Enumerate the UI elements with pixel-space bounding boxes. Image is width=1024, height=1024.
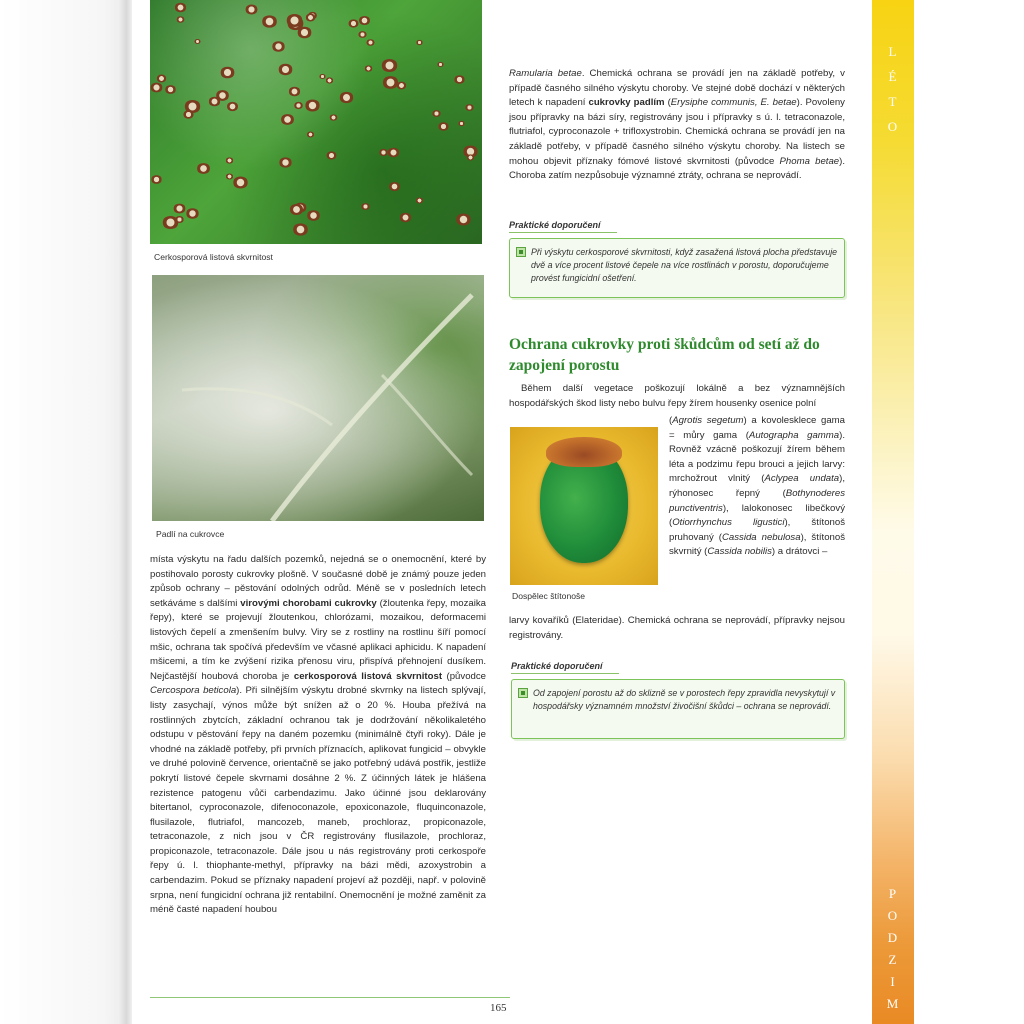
left-column-text [150, 553, 486, 918]
leaf-spot [245, 5, 258, 15]
photo-tortoise-beetle [510, 427, 658, 585]
leaf-spot [225, 157, 233, 163]
leaf-spot [216, 90, 230, 101]
beetle-pronotum [546, 437, 622, 467]
text-run: ) a drátovci – [771, 546, 828, 558]
leaf-spot [173, 204, 186, 214]
photo-powdery-mildew [152, 275, 484, 521]
latin-name: Cassida nobilis [707, 546, 772, 558]
leaf-spot [197, 163, 211, 174]
leaf-spot [289, 204, 303, 215]
page-number: 165 [490, 1002, 507, 1014]
leaf-spot [186, 208, 199, 218]
leaf-spot [381, 59, 398, 72]
latin-name: Otiorrhynchus ligustici [672, 517, 785, 529]
leaf-spot [319, 74, 326, 79]
text-run: ( [669, 415, 673, 426]
leaf-spot [156, 75, 166, 83]
leaf-spot [176, 16, 184, 22]
leaf-spot [432, 110, 441, 117]
band-letter: P [888, 886, 898, 901]
latin-name: Cassida nebulosa [721, 531, 801, 543]
leaf-spot [389, 182, 401, 191]
bullet-square-icon [516, 247, 526, 257]
text-run: ), rýhonosec řepný ( [669, 473, 846, 499]
bold-term: virovými chorobami cukrovky [240, 597, 377, 609]
figure-caption: Cerkosporová listová skvrnitost [150, 250, 277, 264]
leaf-spot [226, 173, 234, 179]
right-column-paragraph [509, 67, 845, 184]
text-run: ) a kovolesklece gama = můry gama ( [669, 415, 845, 441]
leaf-spot [227, 102, 239, 111]
leaf-spot [305, 100, 320, 112]
season-label-autumn [872, 886, 914, 1012]
leaf-spot [361, 203, 370, 210]
leaf-spot [348, 19, 359, 27]
text-run: . Chemická ochrana se provádí jen na základě potřeby, v případě časného silného výskytu choroby. Ve stejné době dochází v některých letech k napadení [509, 68, 845, 109]
band-letter: Z [888, 952, 898, 967]
leaf-spot [456, 213, 472, 225]
leaf-spot [262, 15, 278, 27]
leaf-spot [286, 14, 303, 27]
leaf-spot [416, 40, 423, 45]
leaf-spot [465, 104, 474, 111]
bullet-square-icon [518, 688, 528, 698]
leaf-spot [272, 41, 285, 51]
leaf-spot [339, 92, 353, 103]
leaf-spot [220, 67, 235, 79]
practical-recommendation-box [509, 238, 845, 298]
latin-name: Erysiphe communis, E. betae [670, 97, 797, 109]
practical-recommendation-label: Praktické doporučení [511, 661, 619, 674]
band-letter: É [888, 69, 898, 84]
text-run: ), štítonoš skvrnitý ( [669, 531, 845, 558]
scan-margin [0, 0, 130, 1024]
band-letter: L [888, 44, 898, 59]
band-letter: D [887, 930, 899, 945]
leaf-spot [175, 216, 184, 223]
text-run: ). Při silnějším výskytu drobné skvrnky na listech splývají, listy zasychají, výnos může být snížen až o 20 %. Houba přežívá na rostlinných zbytcích, základní ochranou tak je dodržování několikaletého odstupu v pěstování řepy na daném pozemku (minimálně čtyři roky). Dále je vhodné na základě potřeby, při prvních příznacích, aplikovat fungicid – obvykle ve druhé polovině července, orientačně se jako potřebný udává postřik, jestliže pokrytí listové čepele skvrnami dosáhne 2 %. Z účinných látek je hlášena rezistence patogenu vůči carbendazimu. Jako účinné jsou deklarovány bitertanol, cyproconazole, difenoconazole, epoxiconazole, fluquinconazole, flusilazole, flutriafol, mancozeb, maneb, prochloraz, propiconazole, tetraconazole, z nich jsou v ČR registrovány flusilazole, prochloraz, propiconazole, tetraconazole. Dále jsou u nás registrovány proti cerkospoře řepy ú. l. thiophante-methyl, přípravky na bázi mědi, azoxystrobin a carbendazim. Pokud se příznaky napadení projeví až později, např. v polovině srpna, není fungicidní ochrana již rentabilní. Onemocnění je možné zaměnit za méně časté napadení houbou [150, 685, 486, 916]
leaf-spot [329, 114, 337, 120]
book-gutter [118, 0, 132, 1024]
band-letter: O [887, 119, 899, 134]
leaf-spot [288, 87, 300, 96]
practical-recommendation-box [511, 679, 845, 739]
leaf-spot [150, 83, 163, 93]
leaf-spot [279, 157, 292, 167]
leaf-spot [165, 85, 176, 94]
pest-conclusion-text: larvy kovaříků (Elateridae). Chemická ochrana se neprovádí, přípravky nejsou registrovány. [509, 615, 845, 641]
leaf-spot [307, 132, 315, 138]
section-heading: Ochrana cukrovky proti škůdcům od setí až do zapojení porostu [509, 336, 820, 374]
practical-recommendation-label: Praktické doporučení [509, 220, 617, 233]
figure-caption: Dospělec štítonoše [510, 589, 589, 603]
latin-name: Agrotis segetum [672, 415, 744, 426]
latin-name: Phoma betae [779, 155, 840, 167]
leaf-spot [297, 27, 312, 39]
text-run: ), lalokonosec libečkový ( [669, 502, 845, 529]
leaf-spot [382, 76, 398, 89]
text-run: ). Povoleny jsou přípravky na bázi síry, registrovány jsou i přípravky s ú. l. tetraconazole, flutriafol, cyproconazole + trifloxystrobin. Chemická ochrana se provádí jen na základě potřeby, v případě časného silného výskytu choroby. Na listech se mohou objevit příznaky fómové listové skvrnitosti (původce [509, 97, 845, 167]
text-run: (žloutenka řepy, mozaika řepy), které se projevují žloutenkou, chlorózami, mozaikou, deformacemi listových čepelí a zmenšením bulvy. Viry se z rostliny na rostlinu šíří pomocí mšic, ochrana tak spočívá především ve včasné aplikaci aphicidu. K napadení mšicemi, a tím ke zvýšení rizika přenosu viru, přispívá přehnojení dusíkem. Nejčastější houbová choroba je [150, 597, 486, 682]
leaf-spot [467, 154, 475, 160]
leaf-spot [307, 210, 321, 221]
leaf-spot [174, 3, 186, 12]
photo-cercospora-leaf-spot [150, 0, 482, 244]
footer-rule [150, 997, 510, 998]
leaf-spot [438, 122, 449, 130]
leaf-spot [364, 65, 372, 71]
text-run: místa výskytu na řadu dalších pozemků, nejedná se o onemocnění, které by postihovalo porosty cukrovky plošně. V současné době je známý pouze jeden způsob ochrany – pěstování odolných odrůd. Méně se v posledních letech setkáváme s dalšími [150, 554, 486, 609]
season-label-summer [872, 44, 914, 135]
text-run: (původce [442, 670, 486, 682]
latin-name: Bothynoderes punctiventris [669, 487, 845, 514]
leaf-spot [416, 197, 424, 203]
bold-term: cerkosporová listová skvrnitost [293, 670, 443, 682]
leaf-spot [399, 213, 411, 222]
band-letter: T [888, 94, 898, 109]
leaf-spot [366, 39, 374, 46]
leaf-spot [151, 175, 162, 184]
leaf-spot [437, 62, 444, 67]
leaf-spot [194, 39, 200, 44]
leaf-spot [326, 77, 334, 83]
leaf-spot [326, 151, 337, 159]
leaf-spot [294, 102, 303, 109]
text-run: ). Rovněž vzácně poškozují žírem během léta a podzimu řepu brouci a jejich larvy: mrchožrout vlnitý ( [669, 429, 845, 485]
text-run: ), štítonoš pruhovaný ( [669, 517, 846, 543]
leaf-spot [387, 148, 399, 158]
leaf-spot [278, 64, 293, 75]
bold-term: cukrovky padlím [588, 97, 665, 109]
practical-recommendation-text: Při výskytu cerkosporové skvrnitosti, když zasažená listová plocha představuje dvě a více procent listové čepele na více rostlinách v porostu, doporučujeme provést fungicidní ošetření. [531, 247, 838, 283]
leaf-spot [379, 149, 388, 156]
leaf-spot [359, 16, 371, 25]
latin-name: Ramularia betae [509, 68, 582, 79]
band-letter: O [887, 908, 899, 923]
latin-name: Autographa gamma [748, 429, 840, 441]
practical-recommendation-text: Od zapojení porostu až do sklizně se v porostech řepy zpravidla nevyskytují v hospodářsky významném množství živočišní škůdci – ochrana se neprovádí. [533, 688, 836, 711]
leaf-spot [305, 14, 315, 22]
latin-name: Cercospora beticola [150, 685, 237, 697]
leaf-spot [233, 176, 249, 188]
latin-name: Aclypea undata [764, 473, 840, 485]
season-band [872, 0, 914, 1024]
band-letter: I [890, 974, 896, 989]
leaf-spot [458, 121, 465, 126]
leaf-spot [454, 75, 465, 84]
text-run: ( [664, 97, 671, 109]
pest-list-text [669, 414, 845, 560]
pest-intro-text: Během další vegetace poškozují lokálně a bez významnějších hospodářských škod listy nebo bulvu řepy žírem housenky osenice polní [509, 383, 845, 409]
band-letter: M [886, 996, 900, 1011]
figure-caption: Padlí na cukrovce [152, 527, 228, 541]
leaf-spot [183, 110, 194, 118]
leaf-spot [358, 31, 367, 38]
leaf-spot [293, 223, 309, 235]
leaf-spot [281, 114, 295, 125]
text-run: ). Choroba zatím nezpůsobuje významné ztráty, ochrana se neprovádí. [509, 155, 845, 182]
